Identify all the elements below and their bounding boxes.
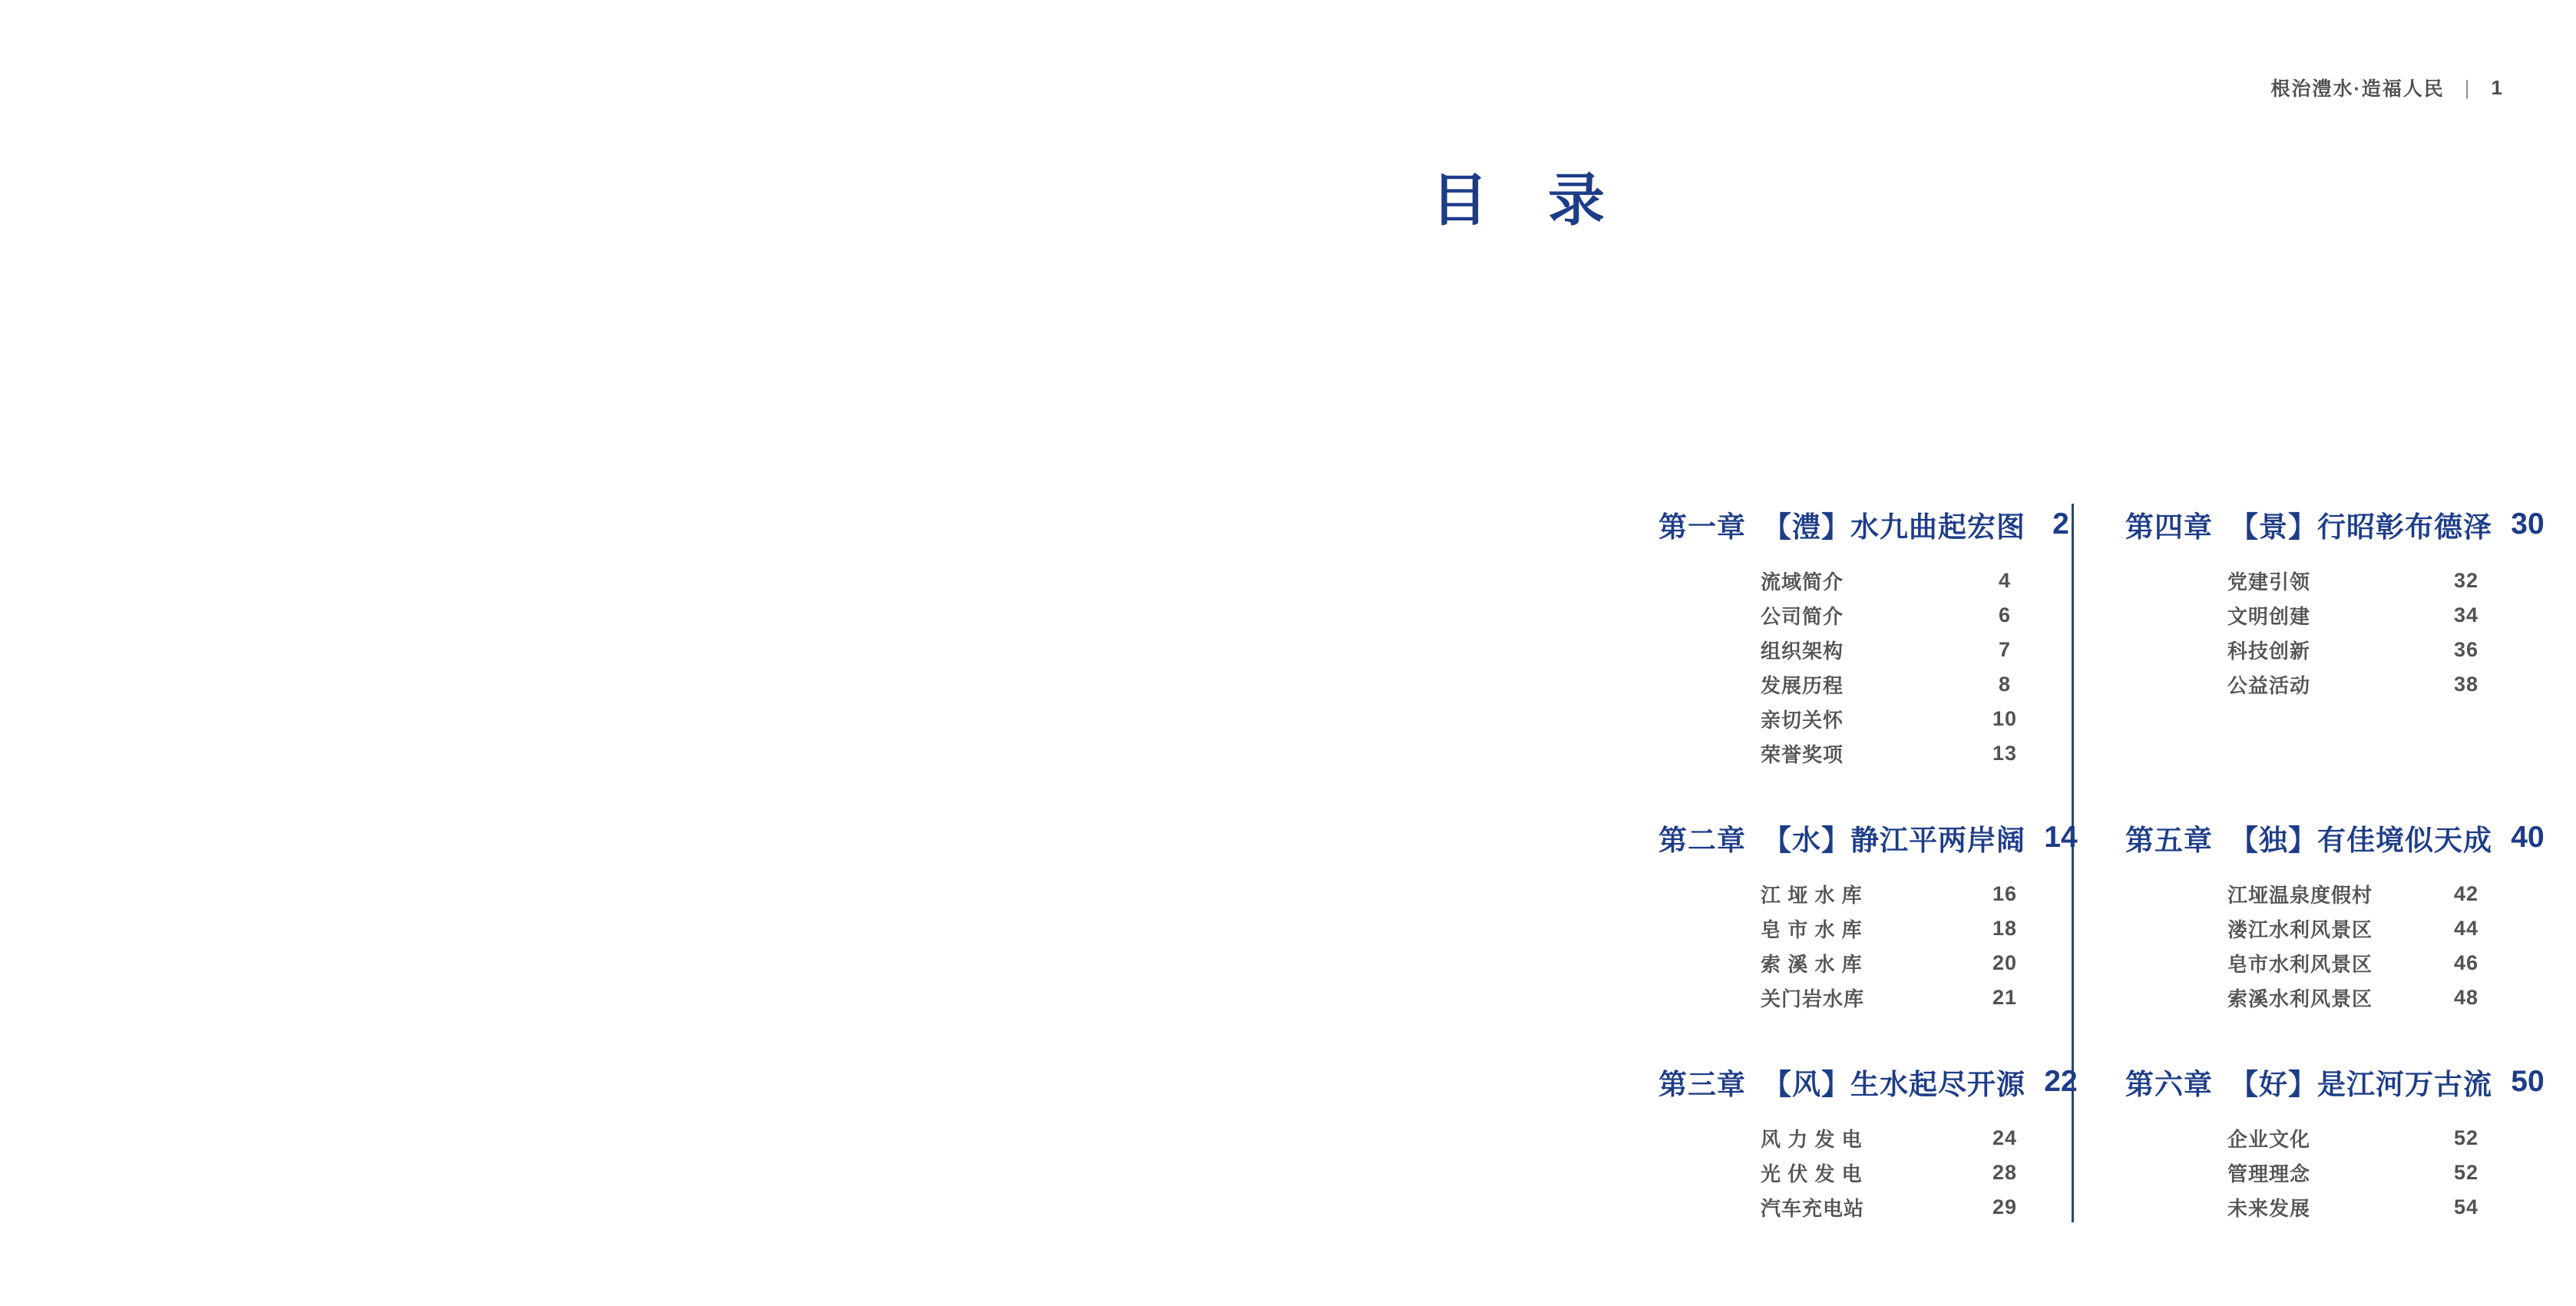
toc-item-label: 企业文化 [2227, 1128, 2311, 1151]
chapter-page-number: 40 [2511, 821, 2545, 854]
toc-item-page-number: 24 [1992, 1126, 2018, 1149]
toc-item-label: 光 伏 发 电 [1761, 1162, 1863, 1185]
toc-item-page-number: 13 [1992, 742, 2018, 765]
toc-item-page-number: 20 [1992, 951, 2018, 974]
toc-item-label: 发展历程 [1761, 674, 1844, 697]
toc-item-label: 关门岩水库 [1761, 987, 1865, 1010]
toc-item[interactable] [1658, 1121, 2040, 1156]
toc-item-page-number: 48 [2453, 986, 2479, 1009]
toc-item-label: 未来发展 [2227, 1197, 2311, 1220]
toc-item-page-number: 7 [1998, 638, 2012, 661]
toc-item-page-number: 38 [2453, 673, 2479, 696]
chapter-label: 第五章 [2125, 825, 2213, 856]
toc-item[interactable] [2125, 564, 2502, 598]
toc-item[interactable] [2125, 911, 2502, 946]
chapter-item-list [1658, 1121, 2040, 1225]
chapter-page-number: 50 [2511, 1065, 2545, 1098]
chapter-title: 【澧】水九曲起宏图 [1763, 511, 2025, 543]
toc-item-label: 流域简介 [1761, 570, 1844, 593]
chapter-heading[interactable] [1658, 820, 2078, 856]
toc-item-label: 管理理念 [2227, 1162, 2311, 1185]
toc-item[interactable] [2125, 633, 2502, 667]
toc-section-chapter-6 [2125, 1064, 2545, 1225]
toc-item-label: 溇江水利风景区 [2227, 918, 2373, 941]
chapter-title: 【风】生水起尽开源 [1763, 1069, 2025, 1100]
toc-item-label: 江 垭 水 库 [1761, 884, 1863, 907]
toc-item-label: 皂 市 水 库 [1761, 918, 1863, 941]
chapter-label: 第一章 [1658, 511, 1746, 543]
toc-item[interactable] [1658, 667, 2040, 702]
chapter-item-list [1658, 564, 2040, 771]
toc-item[interactable] [1658, 702, 2040, 736]
toc-item-label: 公司简介 [1761, 605, 1844, 628]
toc-section-chapter-1 [1658, 507, 2069, 771]
toc-item-page-number: 52 [2453, 1126, 2479, 1149]
toc-section-chapter-2 [1658, 820, 2078, 1015]
header-page-number: 1 [2491, 75, 2502, 99]
toc-item[interactable] [1658, 1156, 2040, 1190]
chapter-item-list [1658, 877, 2040, 1015]
toc-item-label: 索 溪 水 库 [1761, 953, 1863, 976]
toc-item[interactable] [1658, 911, 2040, 946]
toc-item[interactable] [2125, 1156, 2502, 1190]
chapter-page-number: 30 [2511, 508, 2545, 541]
toc-item-label: 汽车充电站 [1761, 1197, 1865, 1220]
toc-item-page-number: 4 [1998, 569, 2012, 592]
toc-item-page-number: 52 [2453, 1161, 2479, 1184]
header-separator: | [2464, 75, 2472, 99]
chapter-page-number: 22 [2044, 1065, 2078, 1098]
column-divider [2072, 504, 2074, 1222]
chapter-item-list [2125, 564, 2502, 702]
toc-item-page-number: 32 [2453, 569, 2479, 592]
toc-item[interactable] [1658, 598, 2040, 633]
toc-item[interactable] [2125, 598, 2502, 633]
header-slogan: 根治澧水·造福人民 [2270, 78, 2445, 100]
toc-section-chapter-5 [2125, 820, 2545, 1015]
chapter-item-list [2125, 877, 2502, 1015]
toc-item[interactable] [2125, 946, 2502, 980]
toc-item-page-number: 28 [1992, 1161, 2018, 1184]
toc-item[interactable] [1658, 877, 2040, 911]
toc-item-page-number: 46 [2453, 951, 2479, 974]
chapter-heading[interactable] [2125, 507, 2545, 543]
chapter-title: 【独】有佳境似天成 [2230, 825, 2492, 856]
toc-item-label: 风 力 发 电 [1761, 1128, 1863, 1151]
toc-item[interactable] [1658, 736, 2040, 771]
toc-item[interactable] [2125, 980, 2502, 1015]
toc-item-label: 文明创建 [2227, 605, 2311, 628]
toc-section-chapter-4 [2125, 507, 2545, 702]
toc-item-label: 索溪水利风景区 [2227, 987, 2373, 1010]
chapter-title: 【好】是江河万古流 [2230, 1069, 2492, 1100]
toc-item[interactable] [1658, 946, 2040, 980]
toc-item-page-number: 6 [1998, 603, 2012, 627]
chapter-heading[interactable] [2125, 820, 2545, 856]
toc-item-page-number: 8 [1998, 673, 2012, 696]
toc-item-page-number: 44 [2453, 917, 2479, 940]
chapter-label: 第二章 [1658, 825, 1746, 856]
running-header [2270, 74, 2502, 101]
chapter-label: 第六章 [2125, 1069, 2213, 1100]
toc-item-label: 亲切关怀 [1761, 709, 1844, 732]
toc-item-page-number: 10 [1992, 707, 2018, 730]
chapter-page-number: 2 [2052, 508, 2069, 541]
chapter-page-number: 14 [2044, 821, 2078, 854]
toc-item[interactable] [2125, 1190, 2502, 1225]
toc-item[interactable] [1658, 1190, 2040, 1225]
toc-item-page-number: 16 [1992, 882, 2018, 905]
toc-section-chapter-3 [1658, 1064, 2078, 1225]
chapter-heading[interactable] [1658, 507, 2069, 543]
toc-item-label: 组织架构 [1761, 640, 1844, 663]
page-title: 目 录 [1431, 168, 1606, 232]
toc-item-page-number: 36 [2453, 638, 2479, 661]
toc-item[interactable] [2125, 1121, 2502, 1156]
chapter-label: 第四章 [2125, 511, 2213, 543]
toc-item[interactable] [2125, 667, 2502, 702]
toc-item[interactable] [1658, 633, 2040, 667]
chapter-heading[interactable] [1658, 1064, 2078, 1100]
chapter-title: 【景】行昭彰布德泽 [2230, 511, 2492, 543]
toc-item-label: 科技创新 [2227, 640, 2311, 663]
toc-item-label: 江垭温泉度假村 [2227, 884, 2373, 907]
toc-item-label: 皂市水利风景区 [2227, 953, 2373, 976]
toc-item-page-number: 18 [1992, 917, 2018, 940]
toc-item-page-number: 29 [1992, 1195, 2018, 1218]
toc-item[interactable] [2125, 877, 2502, 911]
chapter-heading[interactable] [2125, 1064, 2545, 1100]
toc-item-page-number: 54 [2453, 1195, 2479, 1218]
toc-item[interactable] [1658, 980, 2040, 1015]
toc-item[interactable] [1658, 564, 2040, 598]
toc-item-label: 荣誉奖项 [1761, 743, 1844, 766]
toc-item-label: 公益活动 [2227, 674, 2311, 697]
chapter-item-list [2125, 1121, 2502, 1225]
chapter-label: 第三章 [1658, 1069, 1746, 1100]
toc-item-page-number: 34 [2453, 603, 2479, 627]
toc-item-page-number: 42 [2453, 882, 2479, 905]
toc-item-page-number: 21 [1992, 986, 2018, 1009]
toc-item-label: 党建引领 [2227, 570, 2311, 593]
chapter-title: 【水】静江平两岸阔 [1763, 825, 2025, 856]
